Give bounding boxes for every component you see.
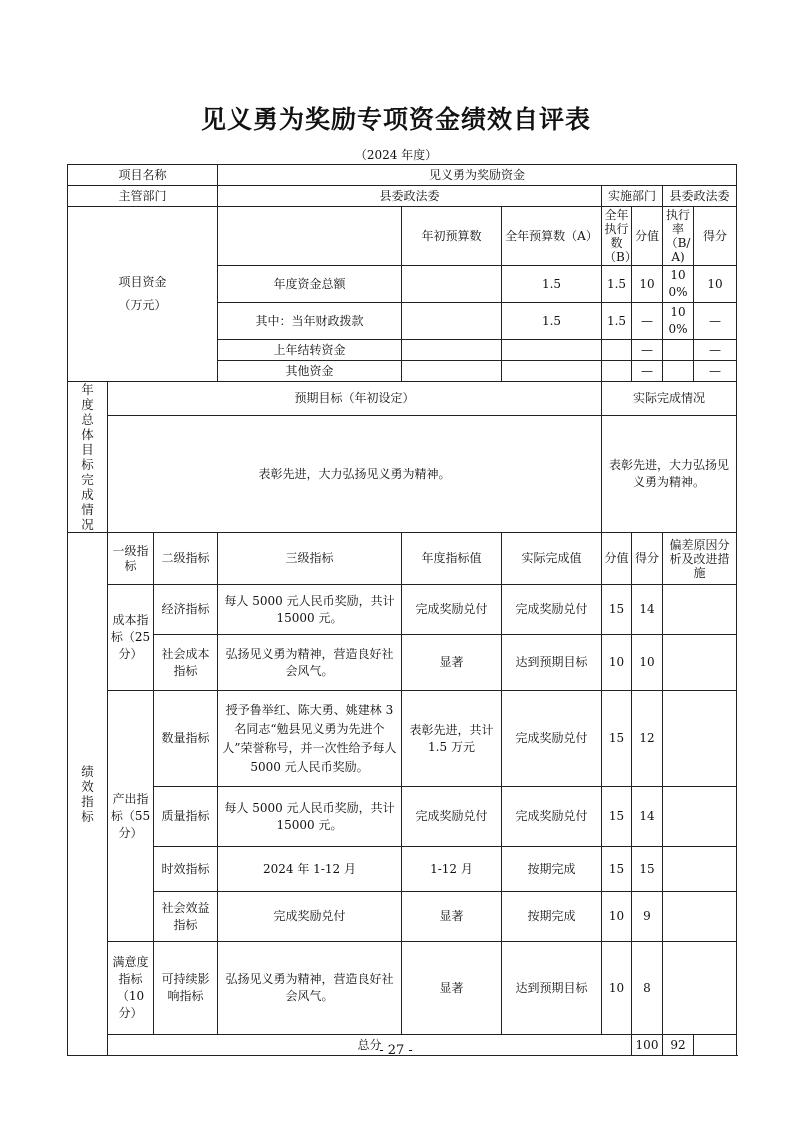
funds-row-label: 其他资金 bbox=[218, 361, 402, 382]
funds-row-score: — bbox=[694, 340, 737, 361]
perf-label: 绩效指标 bbox=[81, 764, 94, 824]
perf-row-reason bbox=[663, 635, 737, 691]
perf-row-target: 1-12 月 bbox=[402, 847, 502, 892]
funds-row-rate bbox=[663, 340, 694, 361]
perf-row-actual: 达到预期目标 bbox=[502, 635, 602, 691]
funds-row-initial bbox=[402, 361, 502, 382]
funds-row-rate bbox=[663, 361, 694, 382]
perf-label-cell bbox=[68, 533, 108, 1056]
group-cost: 成本指标（25分） bbox=[108, 585, 154, 691]
total-weight: 100 bbox=[632, 1035, 663, 1056]
funds-row-rate: 100% bbox=[663, 303, 694, 340]
perf-row-reason bbox=[663, 847, 737, 892]
perf-row-score: 8 bbox=[632, 942, 663, 1035]
perf-row-target: 表彰先进，共计 1.5 万元 bbox=[402, 691, 502, 787]
group-output: 产出指标（55分） bbox=[108, 691, 154, 942]
goals-label: 年度总体目标完成情况 bbox=[81, 382, 94, 532]
perf-row-reason bbox=[663, 691, 737, 787]
perf-row-weight: 15 bbox=[602, 847, 632, 892]
perf-row-target: 显著 bbox=[402, 892, 502, 942]
perf-row-actual: 达到预期目标 bbox=[502, 942, 602, 1035]
perf-row-actual: 完成奖励兑付 bbox=[502, 787, 602, 847]
perf-row-score: 14 bbox=[632, 787, 663, 847]
perf-row-weight: 10 bbox=[602, 942, 632, 1035]
perf-row-actual: 按期完成 bbox=[502, 847, 602, 892]
funds-row-weight: — bbox=[632, 303, 663, 340]
page-number: - 27 - bbox=[379, 1043, 413, 1058]
perf-row-l2: 社会效益指标 bbox=[154, 892, 218, 942]
funds-row-label: 年度资金总额 bbox=[218, 266, 402, 303]
perf-header-actual: 实际完成值 bbox=[502, 533, 602, 585]
dept-value: 县委政法委 bbox=[218, 186, 602, 207]
perf-row-reason bbox=[663, 892, 737, 942]
funds-row-weight: — bbox=[632, 340, 663, 361]
total-score: 92 bbox=[663, 1035, 694, 1056]
funds-row-weight: 10 bbox=[632, 266, 663, 303]
funds-row-score: — bbox=[694, 303, 737, 340]
perf-row-actual: 完成奖励兑付 bbox=[502, 585, 602, 635]
funds-row-weight: — bbox=[632, 361, 663, 382]
funds-row-budget bbox=[502, 361, 602, 382]
dept-label: 主管部门 bbox=[68, 186, 218, 207]
perf-row-actual: 完成奖励兑付 bbox=[502, 691, 602, 787]
perf-row-target: 完成奖励兑付 bbox=[402, 585, 502, 635]
perf-row-weight: 15 bbox=[602, 691, 632, 787]
perf-header-target: 年度指标值 bbox=[402, 533, 502, 585]
perf-row-target: 显著 bbox=[402, 635, 502, 691]
funds-header-rate: 执行率（B/A) bbox=[663, 207, 694, 266]
perf-row-reason bbox=[663, 585, 737, 635]
perf-header-weight: 分值 bbox=[602, 533, 632, 585]
perf-row-target: 显著 bbox=[402, 942, 502, 1035]
project-name-label: 项目名称 bbox=[68, 165, 218, 186]
impl-dept-value: 县委政法委 bbox=[663, 186, 737, 207]
goals-label-cell bbox=[68, 382, 108, 533]
perf-row-actual: 按期完成 bbox=[502, 892, 602, 942]
funds-header-score: 得分 bbox=[694, 207, 737, 266]
project-name-value: 见义勇为奖励资金 bbox=[218, 165, 737, 186]
funds-row-exec bbox=[602, 361, 632, 382]
funds-row-exec: 1.5 bbox=[602, 303, 632, 340]
funds-row-budget bbox=[502, 340, 602, 361]
perf-row-reason bbox=[663, 787, 737, 847]
perf-row-l2: 数量指标 bbox=[154, 691, 218, 787]
funds-row-budget: 1.5 bbox=[502, 266, 602, 303]
funds-header-exec: 全年执行数（B） bbox=[602, 207, 632, 266]
funds-label-cell bbox=[68, 207, 218, 382]
perf-row-weight: 10 bbox=[602, 635, 632, 691]
goals-expected-header: 预期目标（年初设定） bbox=[108, 382, 602, 416]
perf-row-l3: 完成奖励兑付 bbox=[218, 892, 402, 942]
funds-row-rate: 100% bbox=[663, 266, 694, 303]
perf-row-l3: 每人 5000 元人民币奖励，共计 15000 元。 bbox=[218, 787, 402, 847]
funds-row-initial bbox=[402, 340, 502, 361]
perf-row-score: 12 bbox=[632, 691, 663, 787]
perf-row-l2: 可持续影响指标 bbox=[154, 942, 218, 1035]
funds-row-score: — bbox=[694, 361, 737, 382]
funds-label: 项目资金 bbox=[118, 275, 167, 289]
group-satisfaction: 满意度指标（10分） bbox=[108, 942, 154, 1035]
perf-row-l2: 经济指标 bbox=[154, 585, 218, 635]
perf-row-weight: 10 bbox=[602, 892, 632, 942]
funds-header-initial: 年初预算数 bbox=[402, 207, 502, 266]
perf-row-reason bbox=[663, 942, 737, 1035]
evaluation-table bbox=[67, 164, 737, 1056]
perf-row-target: 完成奖励兑付 bbox=[402, 787, 502, 847]
funds-row-budget: 1.5 bbox=[502, 303, 602, 340]
impl-dept-label: 实施部门 bbox=[602, 186, 663, 207]
funds-row-label: 上年结转资金 bbox=[218, 340, 402, 361]
perf-row-l3: 2024 年 1-12 月 bbox=[218, 847, 402, 892]
perf-header-reason: 偏差原因分析及改进措施 bbox=[663, 533, 737, 585]
perf-header-l3: 三级指标 bbox=[218, 533, 402, 585]
perf-row-l3: 弘扬见义勇为精神，营造良好社会风气。 bbox=[218, 942, 402, 1035]
goals-actual: 表彰先进，大力弘扬见义勇为精神。 bbox=[602, 416, 737, 533]
perf-row-l3: 弘扬见义勇为精神，营造良好社会风气。 bbox=[218, 635, 402, 691]
year-label: （2024 年度） bbox=[354, 148, 438, 162]
funds-row-label: 其中：当年财政拨款 bbox=[218, 303, 402, 340]
perf-header-l1: 一级指标 bbox=[108, 533, 154, 585]
funds-header-budget: 全年预算数（A） bbox=[502, 207, 602, 266]
perf-row-score: 10 bbox=[632, 635, 663, 691]
funds-row-initial bbox=[402, 266, 502, 303]
funds-row-initial bbox=[402, 303, 502, 340]
perf-row-l2: 时效指标 bbox=[154, 847, 218, 892]
perf-row-l2: 社会成本指标 bbox=[154, 635, 218, 691]
perf-row-l3: 授予鲁举红、陈大勇、姚建林 3 名同志“勉县见义勇为先进个人”荣誉称号，并一次性给予每人 5000 元人民币奖励。 bbox=[218, 691, 402, 787]
perf-row-l3: 每人 5000 元人民币奖励，共计 15000 元。 bbox=[218, 585, 402, 635]
perf-header-score: 得分 bbox=[632, 533, 663, 585]
funds-header-blank bbox=[218, 207, 402, 266]
funds-unit: （万元） bbox=[118, 298, 167, 312]
goals-expected: 表彰先进，大力弘扬见义勇为精神。 bbox=[108, 416, 602, 533]
perf-row-score: 15 bbox=[632, 847, 663, 892]
perf-row-score: 9 bbox=[632, 892, 663, 942]
perf-row-weight: 15 bbox=[602, 585, 632, 635]
total-label: 总分 bbox=[108, 1035, 632, 1056]
document-title: 见义勇为奖励专项资金绩效自评表 bbox=[200, 105, 591, 134]
perf-row-weight: 15 bbox=[602, 787, 632, 847]
funds-row-exec bbox=[602, 340, 632, 361]
perf-row-l2: 质量指标 bbox=[154, 787, 218, 847]
perf-row-score: 14 bbox=[632, 585, 663, 635]
funds-header-weight: 分值 bbox=[632, 207, 663, 266]
funds-row-score: 10 bbox=[694, 266, 737, 303]
perf-header-l2: 二级指标 bbox=[154, 533, 218, 585]
goals-actual-header: 实际完成情况 bbox=[602, 382, 737, 416]
funds-row-exec: 1.5 bbox=[602, 266, 632, 303]
